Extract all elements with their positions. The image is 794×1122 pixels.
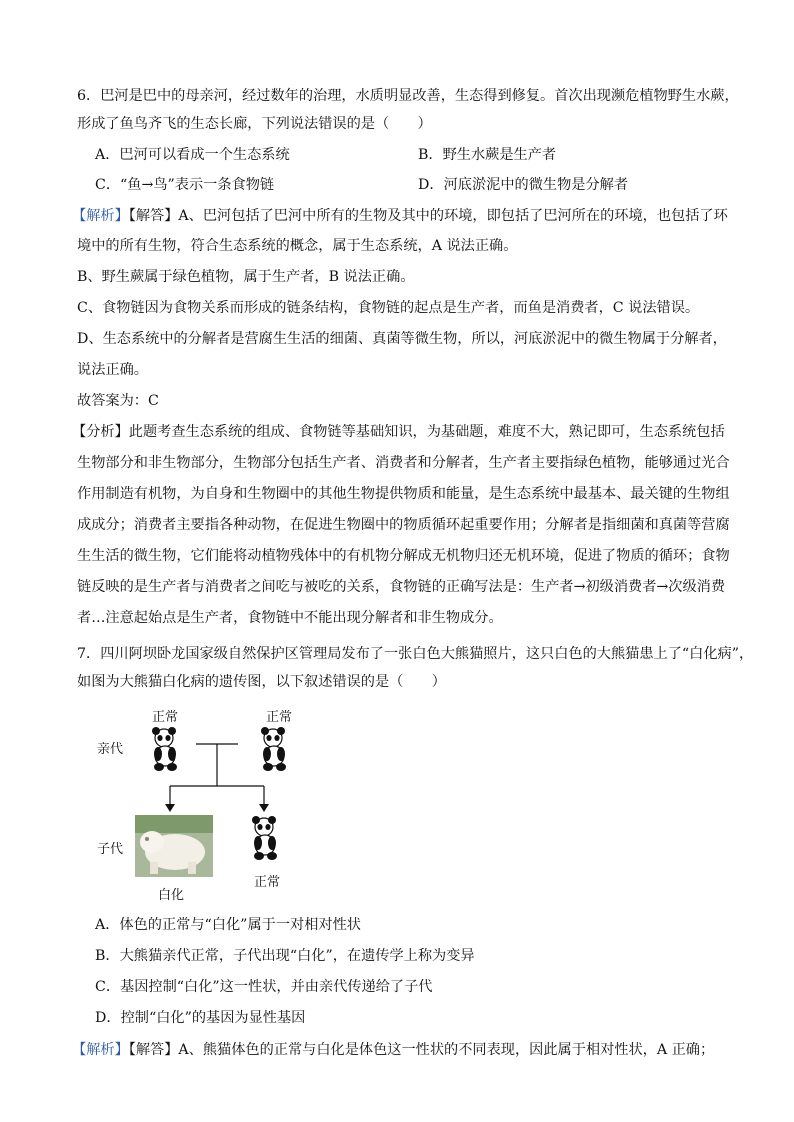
q6-analysis-line-1: 【分析】此题考查生态系统的组成、食物链等基础知识，为基础题，难度不大，熟记即可，生态系统包括: [72, 424, 725, 440]
q6-analysis-line-5: 生生活的微生物，它们能将动植物残体中的有机物分解成无机物归还无机环境，促进了物质的循环；食物: [77, 548, 730, 564]
albino-panda-photo: [135, 815, 213, 877]
q6-stem-line-2: 形成了鱼鸟齐飞的生态长廊，下列说法错误的是（ ）: [77, 116, 432, 132]
q6-answer-line-3: B、野生蕨属于绿色植物，属于生产者，B 说法正确。: [77, 269, 415, 285]
child1-caption: 白化: [158, 888, 185, 903]
q7-option-c: C．基因控制“白化”这一性状，并由亲代传递给了子代: [95, 979, 433, 995]
q6-analysis-line-7: 者…注意起始点是生产者，食物链中不能出现分解者和非生物成分。: [77, 610, 503, 626]
q7-stem-line-1: 7．四川阿坝卧龙国家级自然保护区管理局发布了一张白色大熊猫照片，这只白色的大熊猫患上了“白化病”，: [77, 646, 754, 662]
parent1-caption: 正常: [152, 710, 179, 725]
q7-answer-line-1: [72, 1040, 722, 1060]
q7-answer-text-1: 【解答】A、熊猫体色的正常与白化是体色这一性状的不同表现，因此属于相对性状，A 正确；: [128, 1042, 715, 1058]
q6-option-c: C．“鱼→鸟”表示一条食物链: [95, 177, 275, 193]
q7-option-a: A．体色的正常与“白化”属于一对相对性状: [95, 917, 361, 933]
q7-stem-line-2: 如图为大熊猫白化病的遗传图，以下叙述错误的是（ ）: [77, 674, 446, 690]
q7-option-d: D．控制“白化”的基因为显性基因: [95, 1010, 306, 1026]
parent2-caption: 正常: [266, 710, 293, 725]
q6-analysis-line-4: 成成分；消费者主要指各种动物，在促进生物圈中的物质循环起重要作用；分解者是指细菌和真菌等营腐: [77, 517, 730, 533]
q6-answer-text-1: 【解答】A、巴河包括了巴河中所有的生物及其中的环境，即包括了巴河所在的环境，也包括了环: [128, 208, 728, 224]
child2-caption: 正常: [254, 875, 281, 890]
q6-option-a: A．巴河可以看成一个生态系统: [95, 147, 290, 163]
q7-option-b: B．大熊猫亲代正常，子代出现“白化”，在遗传学上称为变异: [95, 948, 475, 964]
q6-analysis-line-2: 生物部分和非生物部分，生物部分包括生产者、消费者和分解者，生产者主要指绿色植物，能够通过光合: [77, 455, 730, 471]
q6-answer-line-5: D、生态系统中的分解者是营腐生生活的细菌、真菌等微生物，所以，河底淤泥中的微生物属于分解者，: [77, 331, 727, 347]
q6-answer-line-6: 说法正确。: [77, 362, 148, 378]
panda-icon: [261, 727, 286, 771]
panda-icon: [152, 727, 177, 771]
analysis-tag: 【解析】: [72, 208, 129, 224]
q6-analysis-line-3: 作用制造有机物，为自身和生物圈中的其他生物提供物质和能量，是生态系统中最基本、最关键的生物组: [77, 486, 730, 502]
analysis-tag: 【解析】: [72, 1042, 129, 1058]
q6-option-d: D．河底淤泥中的微生物是分解者: [418, 177, 629, 193]
q6-answer-line-4: C、食物链因为食物关系而形成的链条结构，食物链的起点是生产者，而鱼是消费者，C 说法错误。: [77, 300, 700, 316]
panda-icon: [252, 816, 277, 860]
child-generation-label: 子代: [97, 842, 124, 857]
parent-generation-label: 亲代: [97, 742, 124, 757]
q6-stem-line-1: 6．巴河是巴中的母亲河，经过数年的治理，水质明显改善，生态得到修复。首次出现濒危植物野生水蕨，: [77, 88, 739, 104]
q6-option-b: B．野生水蕨是生产者: [418, 147, 557, 163]
q6-analysis-line-6: 链反映的是生产者与消费者之间吃与被吃的关系，食物链的正确写法是：生产者→初级消费者→次级消费: [77, 579, 726, 595]
q6-final-answer: 故答案为：C: [77, 393, 159, 409]
q6-answer-line-2: 境中的所有生物，符合生态系统的概念，属于生态系统，A 说法正确。: [77, 238, 518, 254]
